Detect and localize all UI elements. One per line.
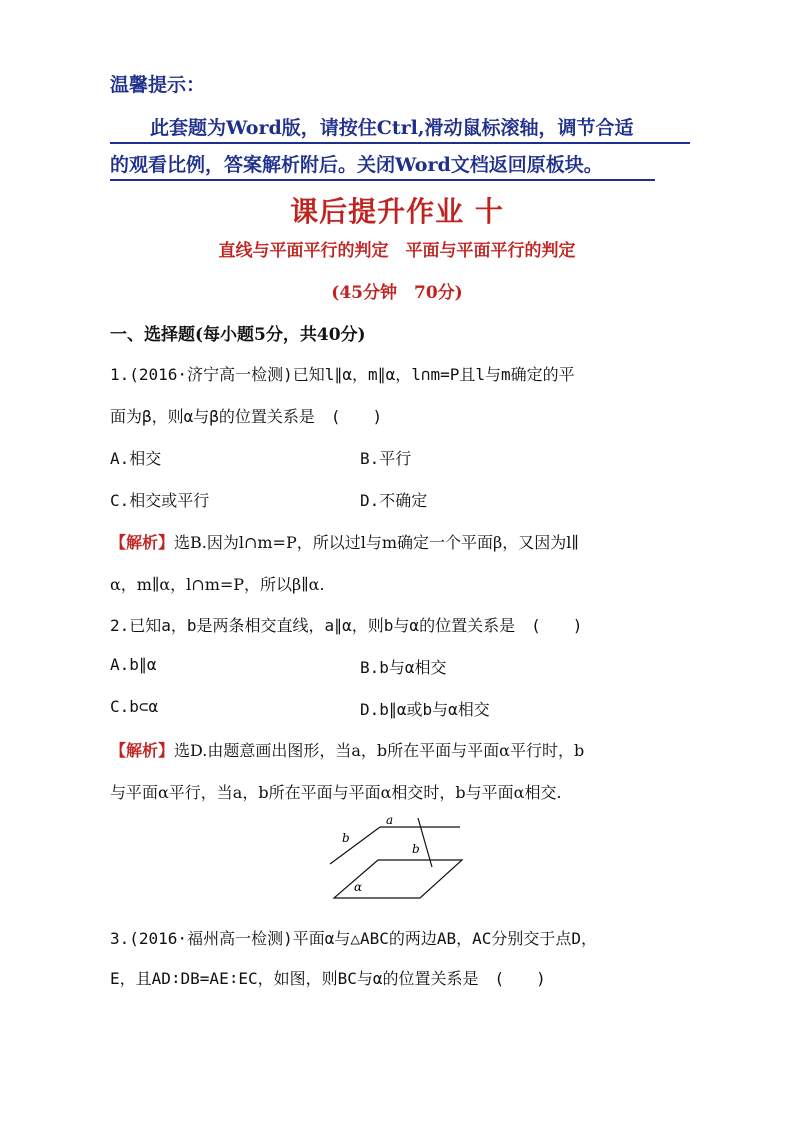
label-b-left: b xyxy=(342,831,350,845)
page-subtitle: 直线与平面平行的判定 平面与平面平行的判定 xyxy=(218,241,576,261)
q2-option-d: D.b∥α或b与α相交 xyxy=(360,700,490,719)
q2-stem-line-1: 2.已知a，b是两条相交直线，a∥α，则b与α的位置关系是 ( ) xyxy=(110,616,583,635)
time-score: (45分钟 70分) xyxy=(331,283,463,303)
q1-stem-line-1: 1.(2016·济宁高一检测)已知l∥α，m∥α，l∩m=P且l与m确定的平 xyxy=(110,365,575,384)
q2-analysis-line-2: 与平面α平行，当a，b所在平面与平面α相交时，b与平面α相交. xyxy=(110,783,562,802)
q2-option-b: B.b与α相交 xyxy=(360,658,447,677)
q2-analysis-text-1: 选D.由题意画出图形，当a，b所在平面与平面α平行时，b xyxy=(174,741,585,760)
label-alpha: α xyxy=(354,880,363,894)
q1-analysis-line-2: α，m∥α，l∩m=P，所以β∥α. xyxy=(110,575,325,594)
q1-option-c: C.相交或平行 xyxy=(110,491,210,510)
q1-stem-line-2: 面为β，则α与β的位置关系是 ( ) xyxy=(110,407,383,426)
page-title: 课后提升作业 十 xyxy=(290,195,504,228)
q1-option-b: B.平行 xyxy=(360,449,412,468)
q3-stem-line-2: E，且AD∶DB=AE∶EC，如图，则BC与α的位置关系是 ( ) xyxy=(110,969,546,988)
tip-line-1: 此套题为Word版，请按住Ctrl,滑动鼠标滚轴，调节合适 xyxy=(110,113,690,144)
q3-stem-line-1: 3.(2016·福州高一检测)平面α与△ABC的两边AB，AC分别交于点D， xyxy=(110,929,598,948)
q1-option-d: D.不确定 xyxy=(360,491,428,510)
q2-option-c: C.b⊂α xyxy=(110,697,159,716)
section-heading: 一、选择题(每小题5分，共40分) xyxy=(110,325,366,345)
line-b-left xyxy=(330,827,380,864)
q2-option-a: A.b∥α xyxy=(110,655,157,674)
label-a: a xyxy=(386,813,394,827)
q1-analysis-text-1: 选B.因为l∩m=P，所以过l与m确定一个平面β，又因为l∥ xyxy=(174,533,579,552)
plane-figure xyxy=(320,812,470,902)
q1-analysis-line-1 xyxy=(110,530,690,553)
label-b-right: b xyxy=(412,842,420,856)
q1-option-a: A.相交 xyxy=(110,449,162,468)
q2-analysis-tag: 【解析】 xyxy=(110,741,175,760)
tip-heading: 温馨提示： xyxy=(110,74,206,96)
tip-line-2: 的观看比例，答案解析附后。关闭Word文档返回原板块。 xyxy=(110,150,655,181)
q2-analysis-line-1 xyxy=(110,738,690,761)
q1-analysis-tag: 【解析】 xyxy=(110,533,175,552)
